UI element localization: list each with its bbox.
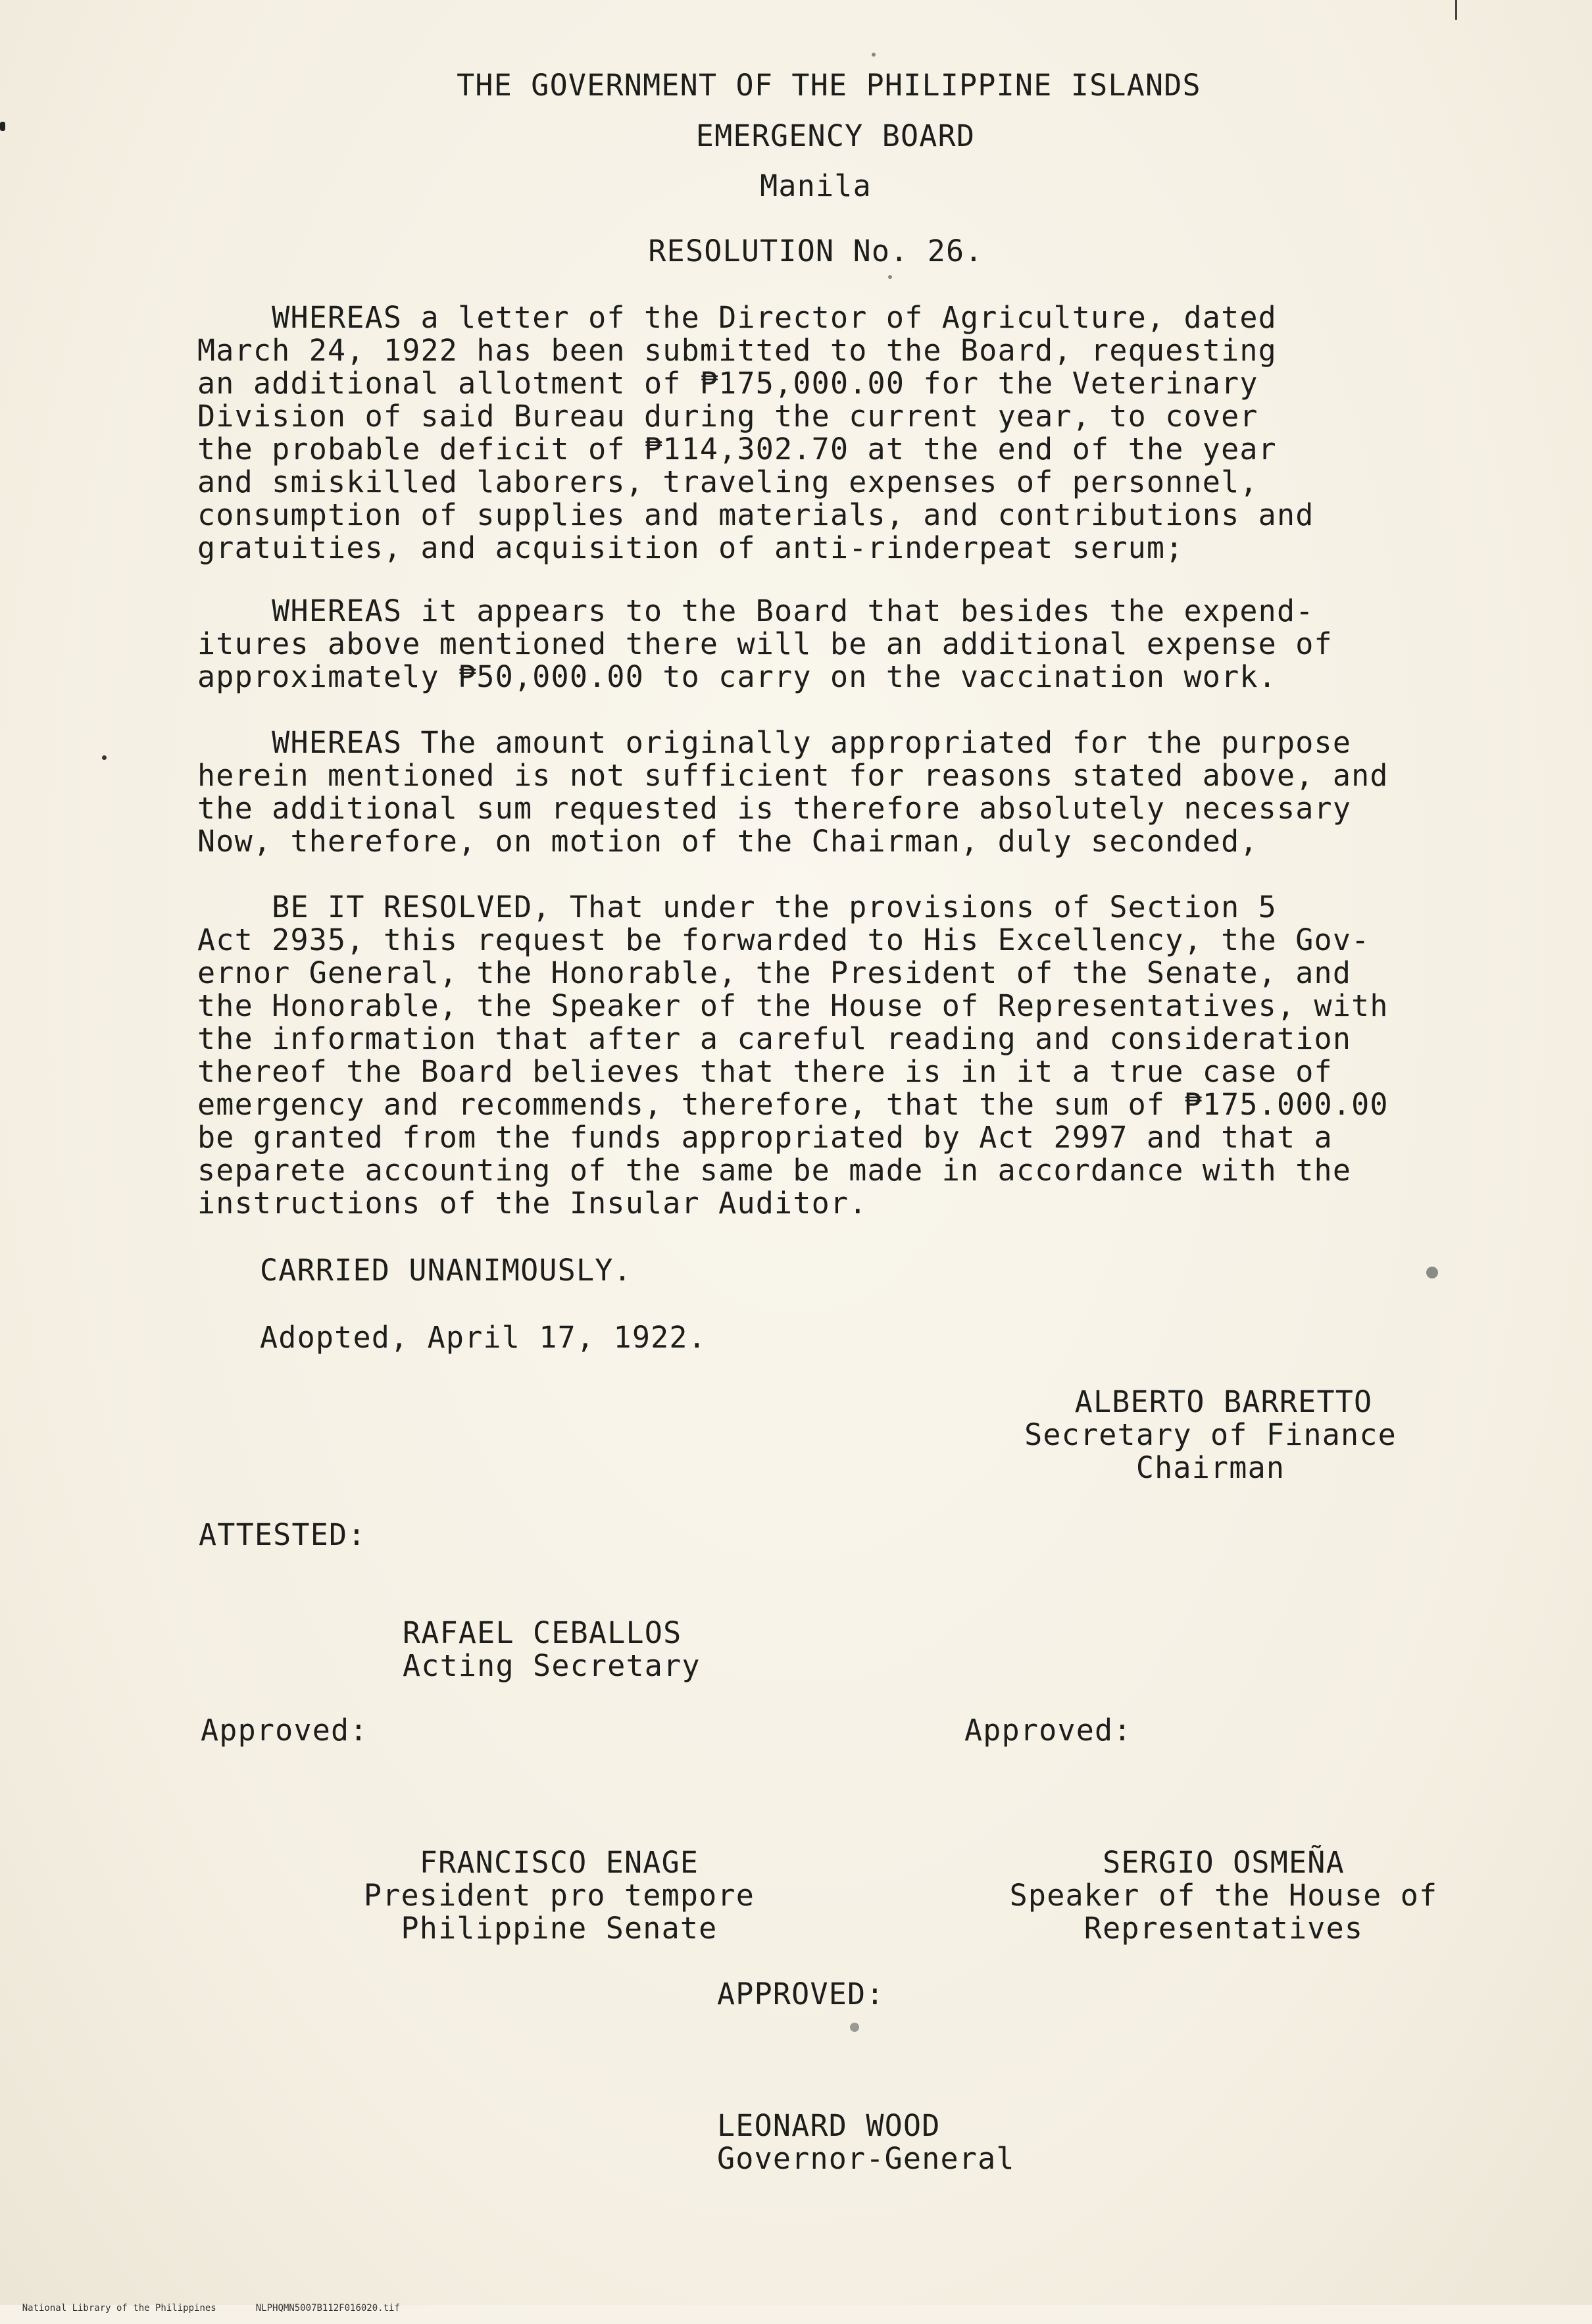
paragraph-line: WHEREAS it appears to the Board that besides the expend- <box>197 594 1314 628</box>
senate-name: Philippine Senate <box>401 1911 718 1946</box>
paragraph-line: thereof the Board believes that there is in it a true case of <box>197 1054 1333 1089</box>
paragraph-line: instructions of the Insular Auditor. <box>197 1186 868 1221</box>
senate-president-title: President pro tempore <box>363 1878 755 1913</box>
chairman-role: Chairman <box>1135 1450 1285 1485</box>
resolution-title: RESOLUTION No. 26. <box>648 234 983 268</box>
paragraph-line: the probable deficit of ₱114,302.70 at the end of the year <box>197 432 1277 467</box>
paragraph-line: the additional sum requested is therefore absolutely necessary <box>197 791 1352 826</box>
chairman-name: ALBERTO BARRETTO <box>1074 1384 1373 1419</box>
scan-filename: NLPHQMN5007B112F016020.tif <box>255 2303 400 2313</box>
governor-title: Governor-General <box>717 2141 1015 2176</box>
governor-name: LEONARD WOOD <box>717 2108 941 2143</box>
whereas-paragraph-3 <box>197 726 1434 858</box>
paragraph-line: Act 2935, this request be forwarded to His Excellency, the Gov- <box>197 922 1370 957</box>
paragraph-line: March 24, 1922 has been submitted to the Board, requesting <box>197 333 1277 368</box>
senate-president-name: FRANCISCO ENAGE <box>419 1845 699 1880</box>
secretary-title: Acting Secretary <box>403 1648 701 1683</box>
attested-label: ATTESTED: <box>199 1517 366 1552</box>
paragraph-line: and smiskilled laborers, traveling expenses of personnel, <box>197 465 1258 499</box>
paper-speck <box>1426 1267 1438 1278</box>
house-name: Representatives <box>1083 1911 1364 1946</box>
city-heading: Manila <box>760 168 872 203</box>
government-heading: THE GOVERNMENT OF THE PHILIPPINE ISLANDS <box>457 68 1201 103</box>
approved-right-label: Approved: <box>964 1713 1132 1748</box>
paragraph-line: WHEREAS a letter of the Director of Agriculture, dated <box>197 300 1277 335</box>
paper-speck <box>888 275 892 279</box>
approved-final-label: APPROVED: <box>717 1977 885 2011</box>
paragraph-line: the Honorable, the Speaker of the House of Representatives, with <box>197 988 1389 1023</box>
paragraph-line: be granted from the funds appropriated by Act 2997 and that a <box>197 1120 1333 1155</box>
paragraph-line: Division of said Bureau during the current year, to cover <box>197 399 1258 434</box>
paragraph-line: BE IT RESOLVED, That under the provisions of Section 5 <box>197 890 1277 924</box>
adoption-date: Adopted, April 17, 1922. <box>260 1320 707 1355</box>
paragraph-line: an additional allotment of ₱175,000.00 for the Veterinary <box>197 366 1258 401</box>
edge-mark <box>1455 0 1457 20</box>
paragraph-line: herein mentioned is not sufficient for reasons stated above, and <box>197 758 1389 793</box>
paragraph-line: approximately ₱50,000.00 to carry on the vaccination work. <box>197 659 1277 694</box>
paragraph-line: Now, therefore, on motion of the Chairman, duly seconded, <box>197 824 1258 859</box>
carried-statement: CARRIED UNANIMOUSLY. <box>260 1253 632 1288</box>
paragraph-line: separete accounting of the same be made in accordance with the <box>197 1153 1352 1188</box>
whereas-paragraph-1 <box>197 301 1434 565</box>
paragraph-line: WHEREAS The amount originally appropriated for the purpose <box>197 725 1352 760</box>
paragraph-line: consumption of supplies and materials, and contributions and <box>197 497 1314 532</box>
resolved-paragraph <box>197 891 1434 1220</box>
paragraph-line: ernor General, the Honorable, the President of the Senate, and <box>197 955 1352 990</box>
whereas-paragraph-2 <box>197 595 1434 694</box>
paper-speck <box>102 755 107 760</box>
board-heading: EMERGENCY BOARD <box>695 118 976 153</box>
approved-left-label: Approved: <box>201 1713 368 1748</box>
paper-speck <box>850 2023 859 2032</box>
paragraph-line: itures above mentioned there will be an additional expense of <box>197 626 1333 661</box>
paper-speck <box>872 53 876 57</box>
library-credit: National Library of the Philippines <box>22 2303 216 2313</box>
paragraph-line: gratuities, and acquisition of anti-rinderpeat serum; <box>197 530 1184 565</box>
paragraph-line: emergency and recommends, therefore, that the sum of ₱175.000.00 <box>197 1087 1389 1122</box>
paragraph-line: the information that after a careful reading and consideration <box>197 1021 1352 1056</box>
scan-footer <box>0 2292 439 2324</box>
house-speaker-name: SERGIO OSMEÑA <box>1103 1845 1345 1880</box>
chairman-title: Secretary of Finance <box>1024 1417 1397 1452</box>
house-speaker-title: Speaker of the House of <box>1009 1878 1438 1913</box>
paper-speck <box>0 122 5 131</box>
secretary-name: RAFAEL CEBALLOS <box>403 1615 682 1650</box>
